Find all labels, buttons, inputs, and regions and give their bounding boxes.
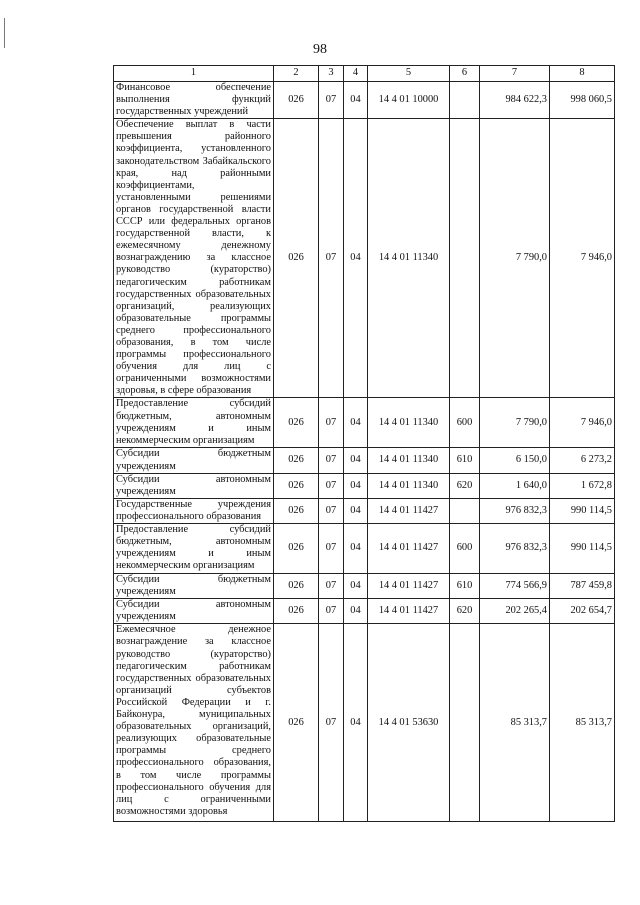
row-grbs: 026 xyxy=(274,524,319,574)
row-target-article: 14 4 01 11340 xyxy=(368,473,450,498)
row-subsection: 04 xyxy=(344,498,368,523)
column-header: 8 xyxy=(550,66,615,82)
row-expense-type: 600 xyxy=(450,524,480,574)
row-grbs: 026 xyxy=(274,498,319,523)
row-expense-type: 610 xyxy=(450,574,480,599)
table-row xyxy=(114,398,615,448)
row-grbs: 026 xyxy=(274,599,319,624)
column-header: 5 xyxy=(368,66,450,82)
row-amount-2: 85 313,7 xyxy=(550,624,615,822)
row-amount-1: 984 622,3 xyxy=(480,82,550,119)
row-amount-2: 1 672,8 xyxy=(550,473,615,498)
row-amount-1: 6 150,0 xyxy=(480,448,550,473)
row-target-article: 14 4 01 11427 xyxy=(368,574,450,599)
row-section: 07 xyxy=(319,624,344,822)
row-amount-1: 774 566,9 xyxy=(480,574,550,599)
row-section: 07 xyxy=(319,398,344,448)
table-row xyxy=(114,473,615,498)
row-section: 07 xyxy=(319,82,344,119)
row-subsection: 04 xyxy=(344,599,368,624)
row-expense-type xyxy=(450,82,480,119)
row-grbs: 026 xyxy=(274,624,319,822)
row-grbs: 026 xyxy=(274,574,319,599)
column-header: 6 xyxy=(450,66,480,82)
row-amount-1: 1 640,0 xyxy=(480,473,550,498)
row-grbs: 026 xyxy=(274,473,319,498)
row-amount-2: 7 946,0 xyxy=(550,119,615,398)
row-name: Финансовое обеспечение выполнения функций государственных учреждений xyxy=(114,82,274,119)
table-row xyxy=(114,119,615,398)
table-row xyxy=(114,624,615,822)
row-name: Предоставление субсидий бюджетным, автономным учреждениям и иным некоммерческим организациям xyxy=(114,524,274,574)
row-amount-2: 6 273,2 xyxy=(550,448,615,473)
row-section: 07 xyxy=(319,524,344,574)
row-subsection: 04 xyxy=(344,398,368,448)
row-target-article: 14 4 01 10000 xyxy=(368,82,450,119)
row-expense-type xyxy=(450,624,480,822)
row-section: 07 xyxy=(319,574,344,599)
row-grbs: 026 xyxy=(274,448,319,473)
row-subsection: 04 xyxy=(344,473,368,498)
table-row xyxy=(114,574,615,599)
page-number: 98 xyxy=(313,42,327,57)
row-name: Субсидии автономным учреждениям xyxy=(114,473,274,498)
row-amount-1: 7 790,0 xyxy=(480,398,550,448)
budget-table xyxy=(113,65,615,822)
row-subsection: 04 xyxy=(344,524,368,574)
row-amount-1: 976 832,3 xyxy=(480,524,550,574)
column-header: 2 xyxy=(274,66,319,82)
row-name: Ежемесячное денежное вознаграждение за классное руководство (кураторство) педагогическим работникам государственных образовательных организаций субъектов Российской Федерации и г. Байконура, муниципальных образовательных организаций, реализующих образовательные программы среднего профессионального образования, в том числе программы профессионального обучения для лиц с ограниченными возможностями здоровья xyxy=(114,624,274,822)
row-amount-2: 202 654,7 xyxy=(550,599,615,624)
row-expense-type xyxy=(450,119,480,398)
row-amount-2: 990 114,5 xyxy=(550,524,615,574)
row-subsection: 04 xyxy=(344,574,368,599)
row-expense-type xyxy=(450,498,480,523)
row-target-article: 14 4 01 53630 xyxy=(368,624,450,822)
row-amount-2: 998 060,5 xyxy=(550,82,615,119)
column-header: 1 xyxy=(114,66,274,82)
row-amount-2: 7 946,0 xyxy=(550,398,615,448)
row-expense-type: 620 xyxy=(450,473,480,498)
row-amount-1: 85 313,7 xyxy=(480,624,550,822)
row-amount-1: 7 790,0 xyxy=(480,119,550,398)
row-section: 07 xyxy=(319,473,344,498)
row-expense-type: 620 xyxy=(450,599,480,624)
row-name: Субсидии автономным учреждениям xyxy=(114,599,274,624)
table-row xyxy=(114,524,615,574)
column-header: 7 xyxy=(480,66,550,82)
row-section: 07 xyxy=(319,599,344,624)
row-target-article: 14 4 01 11427 xyxy=(368,599,450,624)
row-name: Субсидии бюджетным учреждениям xyxy=(114,574,274,599)
row-target-article: 14 4 01 11340 xyxy=(368,448,450,473)
row-grbs: 026 xyxy=(274,119,319,398)
column-header: 3 xyxy=(319,66,344,82)
column-header: 4 xyxy=(344,66,368,82)
row-section: 07 xyxy=(319,498,344,523)
row-subsection: 04 xyxy=(344,624,368,822)
row-amount-1: 202 265,4 xyxy=(480,599,550,624)
row-target-article: 14 4 01 11340 xyxy=(368,398,450,448)
row-subsection: 04 xyxy=(344,82,368,119)
row-grbs: 026 xyxy=(274,398,319,448)
row-amount-2: 990 114,5 xyxy=(550,498,615,523)
row-target-article: 14 4 01 11427 xyxy=(368,498,450,523)
row-name: Обеспечение выплат в части превышения районного коэффициента, установленного законодательством Забайкальского края, над районными коэффициентами, установленными решениями органов государственной власти СССР или федеральных органов государственной власти, к ежемесячному денежному вознаграждению за классное руководство (кураторство) педагогическим работникам государственных образовательных организаций, реализующих образовательные программы среднего профессионального образования, в том числе программы профессионального обучения для лиц с ограниченными возможностями здоровья, в сфере образования xyxy=(114,119,274,398)
row-expense-type: 600 xyxy=(450,398,480,448)
row-section: 07 xyxy=(319,119,344,398)
row-section: 07 xyxy=(319,448,344,473)
table-row xyxy=(114,498,615,523)
table-row xyxy=(114,82,615,119)
row-target-article: 14 4 01 11340 xyxy=(368,119,450,398)
row-target-article: 14 4 01 11427 xyxy=(368,524,450,574)
row-name: Предоставление субсидий бюджетным, автономным учреждениям и иным некоммерческим организациям xyxy=(114,398,274,448)
row-grbs: 026 xyxy=(274,82,319,119)
row-subsection: 04 xyxy=(344,448,368,473)
row-name: Государственные учреждения профессионального образования xyxy=(114,498,274,523)
table-row xyxy=(114,448,615,473)
row-expense-type: 610 xyxy=(450,448,480,473)
row-name: Субсидии бюджетным учреждениям xyxy=(114,448,274,473)
row-amount-2: 787 459,8 xyxy=(550,574,615,599)
table-row xyxy=(114,599,615,624)
row-amount-1: 976 832,3 xyxy=(480,498,550,523)
table-header-row xyxy=(114,66,615,82)
row-subsection: 04 xyxy=(344,119,368,398)
